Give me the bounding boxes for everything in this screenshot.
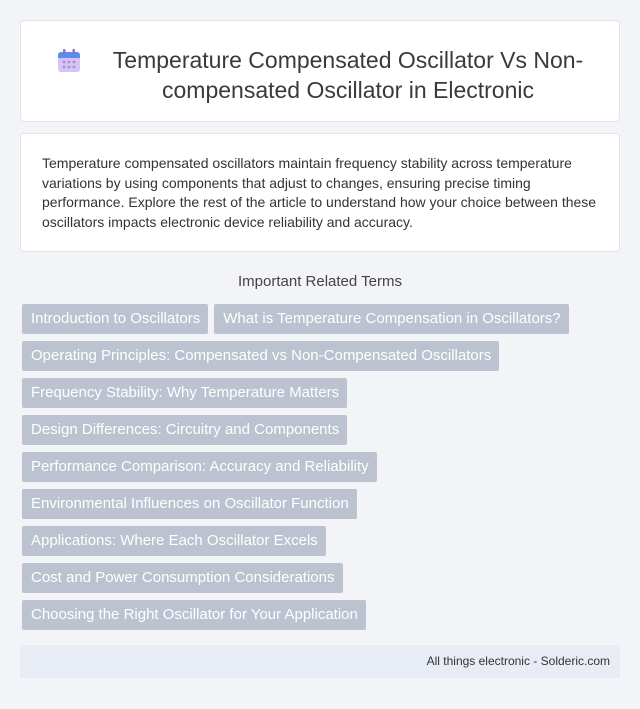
related-term-tag[interactable]: Environmental Influences on Oscillator Function — [22, 489, 357, 519]
title-row — [55, 45, 595, 105]
related-term-tag[interactable]: Frequency Stability: Why Temperature Matters — [22, 378, 347, 408]
related-term-tag[interactable]: Choosing the Right Oscillator for Your Application — [22, 600, 366, 630]
calendar-icon — [55, 47, 83, 75]
footer-text[interactable]: All things electronic - Solderic.com — [426, 654, 610, 668]
page-title: Temperature Compensated Oscillator Vs Non-compensated Oscillator in Electronic — [112, 47, 584, 103]
related-terms-heading: Important Related Terms — [238, 273, 402, 290]
related-term-tag[interactable]: Cost and Power Consumption Considerations — [22, 563, 343, 593]
description-card — [20, 133, 620, 252]
related-term-tag[interactable]: Operating Principles: Compensated vs Non-Compensated Oscillators — [22, 341, 499, 371]
related-term-tag[interactable]: What is Temperature Compensation in Oscillators? — [214, 304, 568, 334]
description-text: Temperature compensated oscillators maintain frequency stability across temperature variations by using components that adjust to changes, ensuring precise timing performance. Explore the rest of the article to understand how your choice between these oscillators impacts electronic device reliability and accuracy. — [42, 155, 597, 230]
related-term-tag[interactable]: Performance Comparison: Accuracy and Reliability — [22, 452, 377, 482]
related-term-tag[interactable]: Applications: Where Each Oscillator Excels — [22, 526, 326, 556]
title-card — [20, 20, 620, 122]
related-terms-list — [22, 304, 622, 630]
footer-bar — [20, 645, 620, 678]
related-term-tag[interactable]: Introduction to Oscillators — [22, 304, 208, 334]
related-term-tag[interactable]: Design Differences: Circuitry and Components — [22, 415, 347, 445]
